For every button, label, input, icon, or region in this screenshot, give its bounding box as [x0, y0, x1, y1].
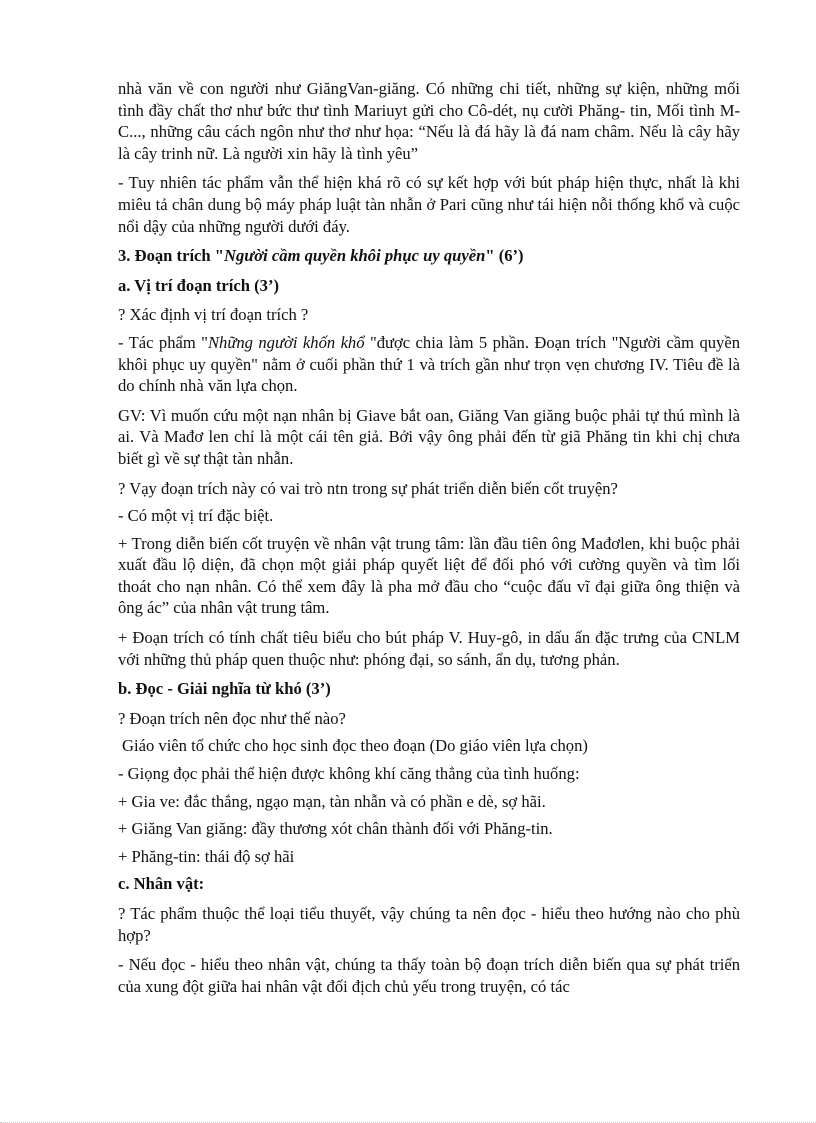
question-role: ? Vạy đoạn trích này có vai trò ntn trong sự phát triển diễn biến cốt truyện?: [118, 478, 618, 498]
section-heading-3: [118, 245, 740, 267]
heading-3-prefix: 3. Đoạn trích ": [118, 246, 225, 266]
question-reading: ? Đoạn trích nên đọc như thế nào?: [118, 708, 346, 728]
subheading-c: c. Nhân vật:: [118, 874, 205, 894]
paragraph-voice: - Giọng đọc phải thể hiện được không khí căng thẳng của tình huống:: [118, 764, 580, 784]
paragraph-plot: + Trong diễn biến cốt truyện về nhân vật trung tâm: lần đầu tiên ông Mađơlen, khi buộc phải xuất đầu lộ diện, đã chọn một giải pháp quyết liệt để đối phó với cường quyền và tìm lối thoát cho nạn nhân. Có thể xem đây là pha mở đầu cho “cuộc đấu vĩ đại giữa ông thiện và ông ác” của nhân vật trung tâm.: [118, 533, 740, 618]
paragraph-style: + Đoạn trích có tính chất tiêu biểu cho bút pháp V. Huy-gô, in dấu ấn đặc trưng của CNLM với những thủ pháp quen thuộc như: phóng đại, so sánh, ẩn dụ, tương phản.: [118, 628, 740, 669]
subheading-b: b. Đọc - Giải nghĩa từ khó (3’): [118, 679, 331, 699]
question-genre: ? Tác phẩm thuộc thể loại tiểu thuyết, vậy chúng ta nên đọc - hiểu theo hướng nào cho phù hợp?: [118, 904, 740, 945]
paragraph-javert: + Gia ve: đắc thắng, ngạo mạn, tàn nhẫn và có phần e dè, sợ hãi.: [118, 791, 546, 811]
work-title: Những người khốn khổ: [207, 332, 365, 352]
paragraph-work-parts: [118, 332, 740, 397]
question-position: ? Xác định vị trí đoạn trích ?: [118, 305, 309, 325]
work-parts-suffix: "được chia làm 5 phần. Đoạn trích "Người cầm quyền khôi phục uy quyền" nằm ở cuối phần thứ 1 và trích gần như trọn vẹn chương IV. Tiêu đề là do chính nhà văn lựa chọn.: [118, 332, 741, 396]
paragraph-teacher-organizes: Giáo viên tổ chức cho học sinh đọc theo đoạn (Do giáo viên lựa chọn): [122, 736, 588, 756]
work-parts-prefix: - Tác phẩm ": [118, 332, 208, 352]
document-page: [118, 78, 740, 1005]
subheading-a: a. Vị trí đoạn trích (3’): [118, 275, 280, 295]
heading-3-suffix: " (6’): [485, 246, 524, 266]
paragraph-fantine: + Phăng-tin: thái độ sợ hãi: [118, 846, 295, 866]
paragraph-teacher-note: GV: Vì muốn cứu một nạn nhân bị Giave bắt oan, Giăng Van giăng buộc phải tự thú mình là ai. Và Mađơ len chỉ là một cái tên giả. Bởi vậy ông phải đến từ giã Phăng tin khi chị chưa biết gì về sự thật tàn nhẫn.: [118, 405, 740, 468]
paragraph-characters: - Nếu đọc - hiểu theo nhân vật, chúng ta thấy toàn bộ đoạn trích diễn biến qua sự phát triển của xung đột giữa hai nhân vật đối địch chủ yếu trong truyện, có tác: [118, 955, 740, 996]
paragraph-realism: - Tuy nhiên tác phẩm vẫn thể hiện khá rõ có sự kết hợp với bút pháp hiện thực, nhất là khi miêu tả chân dung bộ máy pháp luật tàn nhẫn ở Pari cũng như tái hiện nỗi thống khổ và cuộc nổi dậy của những người dưới đáy.: [118, 173, 740, 236]
paragraph-valjean: + Giăng Van giăng: đầy thương xót chân thành đối với Phăng-tin.: [118, 819, 553, 839]
paragraph-special-position: - Có một vị trí đặc biệt.: [118, 506, 274, 526]
paragraph-intro: nhà văn về con người như GiăngVan-giăng. Có những chi tiết, những sự kiện, những mối tình đầy chất thơ như bức thư tình Mariuyt gửi cho Cô-dét, nụ cười Phăng- tin, Mối tình M-C..., những câu cách ngôn như thơ như họa: “Nếu là đá hãy là đá nam châm. Nếu là cây hãy là cây trinh nữ. Là người xin hãy là tình yêu”: [118, 79, 740, 163]
heading-3-title: Người cầm quyền khôi phục uy quyền: [224, 246, 486, 266]
